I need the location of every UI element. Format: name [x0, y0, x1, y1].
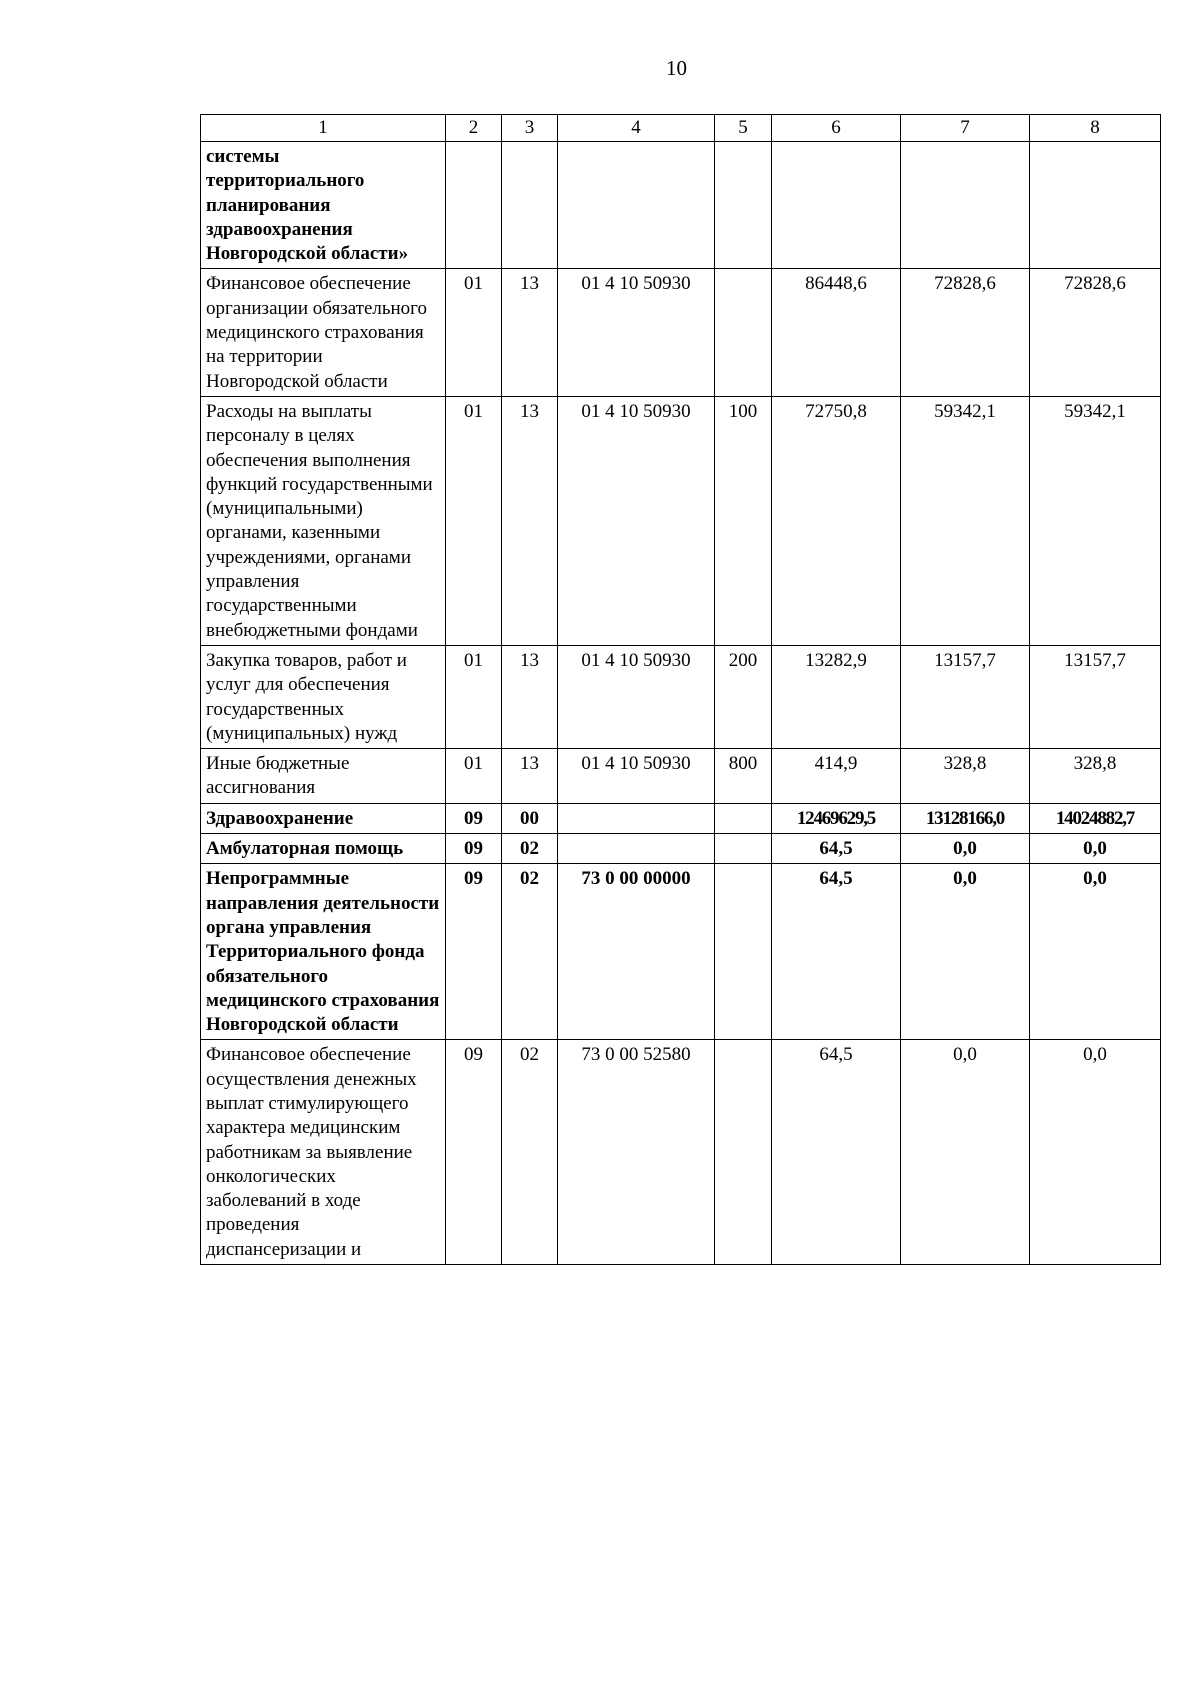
cell-target-code: 01 4 10 50930 [558, 749, 715, 804]
cell-section [446, 142, 502, 269]
cell-target-code: 01 4 10 50930 [558, 396, 715, 645]
cell-subsection: 13 [502, 645, 558, 748]
cell-amount-1: 64,5 [772, 864, 901, 1040]
cell-subsection: 02 [502, 864, 558, 1040]
cell-target-code: 73 0 00 52580 [558, 1040, 715, 1265]
col-header-8: 8 [1030, 115, 1161, 142]
table-row [201, 749, 1161, 804]
cell-amount-3: 72828,6 [1030, 269, 1161, 396]
row-name: Финансовое обеспечение организации обязательного медицинского страхования на территории Новгородской области [201, 269, 446, 396]
col-header-5: 5 [715, 115, 772, 142]
cell-amount-2: 0,0 [901, 1040, 1030, 1265]
table-row [201, 864, 1161, 1040]
cell-expense-type [715, 803, 772, 833]
col-header-2: 2 [446, 115, 502, 142]
row-name: Иные бюджетные ассигнования [201, 749, 446, 804]
cell-target-code: 01 4 10 50930 [558, 645, 715, 748]
cell-amount-2: 328,8 [901, 749, 1030, 804]
cell-amount-3: 0,0 [1030, 1040, 1161, 1265]
col-header-3: 3 [502, 115, 558, 142]
cell-section: 01 [446, 269, 502, 396]
cell-section: 09 [446, 864, 502, 1040]
table-row [201, 1040, 1161, 1265]
cell-amount-2: 13157,7 [901, 645, 1030, 748]
row-name: Закупка товаров, работ и услуг для обеспечения государственных (муниципальных) нужд [201, 645, 446, 748]
page-number: 10 [666, 56, 687, 80]
col-header-7: 7 [901, 115, 1030, 142]
cell-expense-type [715, 834, 772, 864]
cell-section: 09 [446, 1040, 502, 1265]
cell-amount-2: 72828,6 [901, 269, 1030, 396]
cell-section: 01 [446, 396, 502, 645]
row-name: Финансовое обеспечение осуществления денежных выплат стимулирующего характера медицинским работникам за выявление онкологических заболеваний в ходе проведения диспансеризации и [201, 1040, 446, 1265]
table-row [201, 645, 1161, 748]
col-header-1: 1 [201, 115, 446, 142]
cell-section: 09 [446, 803, 502, 833]
cell-amount-3: 59342,1 [1030, 396, 1161, 645]
cell-expense-type [715, 1040, 772, 1265]
cell-target-code [558, 803, 715, 833]
table-row [201, 803, 1161, 833]
cell-amount-1: 64,5 [772, 834, 901, 864]
cell-subsection: 13 [502, 269, 558, 396]
table-row [201, 396, 1161, 645]
cell-amount-1: 13282,9 [772, 645, 901, 748]
cell-expense-type: 200 [715, 645, 772, 748]
cell-subsection: 00 [502, 803, 558, 833]
cell-expense-type [715, 864, 772, 1040]
cell-subsection: 13 [502, 396, 558, 645]
cell-subsection: 13 [502, 749, 558, 804]
cell-section: 09 [446, 834, 502, 864]
row-name: Амбулаторная помощь [201, 834, 446, 864]
cell-amount-1: 86448,6 [772, 269, 901, 396]
cell-amount-3: 0,0 [1030, 864, 1161, 1040]
cell-amount-2: 0,0 [901, 864, 1030, 1040]
cell-expense-type [715, 269, 772, 396]
cell-amount-3 [1030, 142, 1161, 269]
col-header-4: 4 [558, 115, 715, 142]
cell-amount-1 [772, 142, 901, 269]
table-row [201, 834, 1161, 864]
cell-target-code [558, 834, 715, 864]
row-name: Здравоохранение [201, 803, 446, 833]
col-header-6: 6 [772, 115, 901, 142]
table-row [201, 142, 1161, 269]
cell-subsection: 02 [502, 1040, 558, 1265]
cell-amount-2 [901, 142, 1030, 269]
cell-amount-3: 328,8 [1030, 749, 1161, 804]
cell-amount-3: 0,0 [1030, 834, 1161, 864]
row-name: Расходы на выплаты персоналу в целях обеспечения выполнения функций государственными (муниципальными) органами, казенными учреждениями, органами управления государственными внебюджетными фондами [201, 396, 446, 645]
cell-amount-1: 414,9 [772, 749, 901, 804]
cell-target-code: 73 0 00 00000 [558, 864, 715, 1040]
cell-amount-3: 14024882,7 [1030, 803, 1161, 833]
header-row [201, 115, 1161, 142]
row-name: Непрограммные направления деятельности органа управления Территориального фонда обязательного медицинского страхования Новгородской области [201, 864, 446, 1040]
cell-amount-1: 72750,8 [772, 396, 901, 645]
cell-target-code [558, 142, 715, 269]
cell-subsection: 02 [502, 834, 558, 864]
cell-expense-type: 100 [715, 396, 772, 645]
cell-target-code: 01 4 10 50930 [558, 269, 715, 396]
cell-expense-type: 800 [715, 749, 772, 804]
cell-expense-type [715, 142, 772, 269]
cell-amount-2: 0,0 [901, 834, 1030, 864]
table-row [201, 269, 1161, 396]
cell-section: 01 [446, 645, 502, 748]
cell-amount-1: 64,5 [772, 1040, 901, 1265]
cell-amount-1: 12469629,5 [772, 803, 901, 833]
cell-amount-2: 59342,1 [901, 396, 1030, 645]
budget-table [200, 114, 1161, 1265]
cell-amount-2: 13128166,0 [901, 803, 1030, 833]
row-name: системы территориального планирования здравоохранения Новгородской области» [201, 142, 446, 269]
cell-amount-3: 13157,7 [1030, 645, 1161, 748]
cell-section: 01 [446, 749, 502, 804]
cell-subsection [502, 142, 558, 269]
